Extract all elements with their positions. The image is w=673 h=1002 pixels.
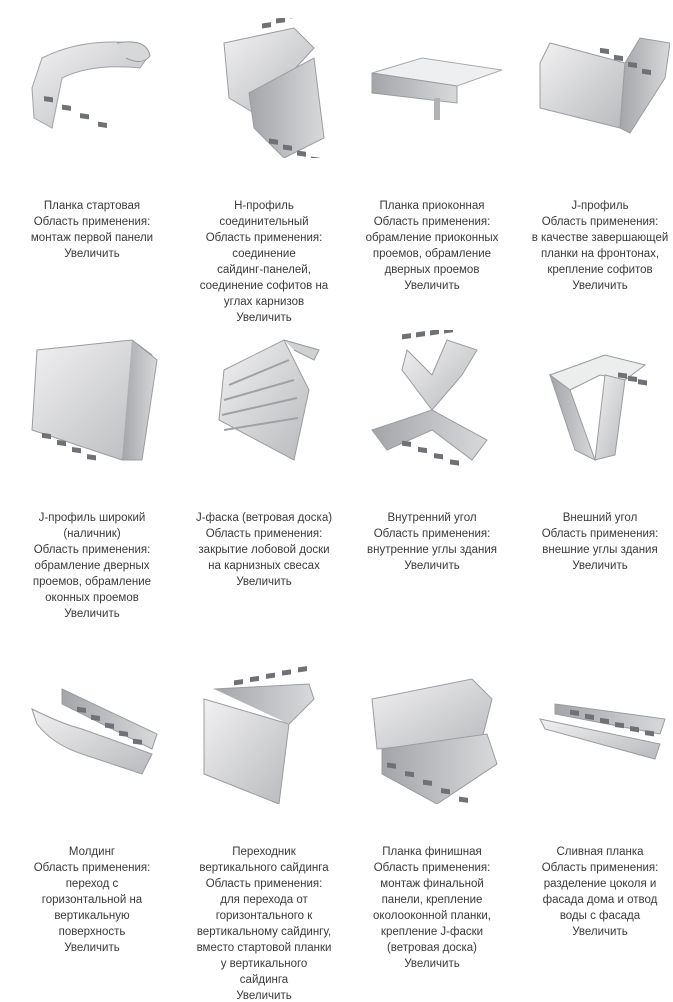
product-description (348, 844, 516, 972)
outer-corner-icon[interactable] (530, 330, 670, 470)
enlarge-link[interactable]: Увеличить (404, 958, 460, 970)
product-text-line: монтаж финальной (380, 878, 484, 890)
drip-strip-icon[interactable] (530, 664, 670, 804)
product-card (180, 18, 348, 326)
product-text-line: Область применения: (33, 544, 151, 556)
product-text-line: крепление J-фаски (380, 926, 484, 938)
product-text-line: вместо стартовой планки (196, 942, 332, 954)
vertical-adapter-icon[interactable] (194, 664, 334, 804)
product-text-line: разделение цоколя и (543, 878, 657, 890)
product-text-line: проемов, обрамление (32, 576, 152, 588)
j-profile-icon[interactable] (530, 18, 670, 158)
product-text-line: соединение (232, 248, 296, 260)
product-title: Н-профиль (234, 200, 294, 212)
product-text-line: панели, крепление (381, 894, 483, 906)
product-text-line: вертикальную (54, 910, 130, 922)
enlarge-link[interactable]: Увеличить (404, 560, 460, 572)
product-text-line: углах карнизов (223, 296, 305, 308)
product-description (516, 510, 673, 574)
enlarge-link[interactable]: Увеличить (236, 990, 292, 1002)
product-text-line: вертикальному сайдингу, (196, 926, 332, 938)
product-description (8, 510, 176, 622)
product-card (180, 330, 348, 590)
starter-strip-icon[interactable] (22, 18, 162, 158)
product-card (516, 330, 673, 574)
product-title: Переходник (232, 846, 296, 858)
product-text-line: фасада дома и отвод (542, 894, 658, 906)
window-strip-icon[interactable] (362, 18, 502, 158)
h-profile-icon[interactable] (194, 18, 334, 158)
product-title: J-профиль широкий (38, 512, 146, 524)
enlarge-link[interactable]: Увеличить (572, 280, 628, 292)
product-text-line: (ветровая доска) (386, 942, 478, 954)
product-text-line: у вертикального (220, 958, 308, 970)
product-text-line: околооконной планки, (373, 910, 491, 922)
product-text-line: проемов, обрамление (372, 248, 492, 260)
product-card (348, 330, 516, 574)
enlarge-link[interactable]: Увеличить (572, 926, 628, 938)
product-text-line: сайдинга (239, 974, 289, 986)
enlarge-link[interactable]: Увеличить (236, 312, 292, 324)
product-title: Внешний угол (562, 512, 638, 524)
product-card (516, 18, 673, 294)
product-text-line: Область применения: (373, 528, 491, 540)
product-text-line: оконных проемов (45, 592, 139, 604)
product-text-line: вертикального сайдинга (199, 862, 329, 874)
product-card (180, 664, 348, 1002)
product-card (348, 664, 516, 972)
product-text-line: Область применения: (373, 862, 491, 874)
product-card (348, 18, 516, 294)
product-description (180, 198, 348, 326)
product-text-line: Область применения: (33, 862, 151, 874)
product-text-line: соединение софитов на (199, 280, 329, 292)
product-text-line: Область применения: (205, 232, 323, 244)
product-card (8, 664, 176, 956)
product-title: Планка стартовая (43, 200, 141, 212)
product-text-line: воды с фасада (559, 910, 641, 922)
product-text-line: Область применения: (205, 528, 323, 540)
product-title: Планка финишная (382, 846, 482, 858)
product-text-line: Область применения: (541, 216, 659, 228)
product-card (8, 330, 176, 622)
product-card (516, 664, 673, 940)
product-text-line: внутренние углы здания (367, 544, 497, 556)
product-text-line: переход с (65, 878, 119, 890)
product-text-line: обрамление дверных (34, 560, 150, 572)
inner-corner-icon[interactable] (362, 330, 502, 470)
product-text-line: Область применения: (541, 528, 659, 540)
product-description (348, 510, 516, 574)
product-text-line: дверных проемов (384, 264, 480, 276)
product-text-line: горизонтальной на (41, 894, 143, 906)
enlarge-link[interactable]: Увеличить (236, 576, 292, 588)
wide-j-profile-icon[interactable] (22, 330, 162, 470)
product-description (8, 198, 176, 262)
product-text-line: обрамление приоконных (365, 232, 499, 244)
product-text-line: сайдинг-панелей, (217, 264, 311, 276)
product-text-line: горизонтального к (215, 910, 313, 922)
enlarge-link[interactable]: Увеличить (404, 280, 460, 292)
product-description (8, 844, 176, 956)
enlarge-link[interactable]: Увеличить (64, 942, 120, 954)
product-title: J-фаска (ветровая доска) (195, 512, 333, 524)
product-description (180, 510, 348, 590)
product-description (516, 844, 673, 940)
product-text-line: Область применения: (205, 878, 323, 890)
product-text-line: Область применения: (33, 216, 151, 228)
product-text-line: в качестве завершающей (531, 232, 669, 244)
product-card (8, 18, 176, 262)
product-title: J-профиль (571, 200, 629, 212)
product-title: Сливная планка (556, 846, 644, 858)
finish-strip-icon[interactable] (362, 664, 502, 804)
product-text-line: планки на фронтонах, (540, 248, 660, 260)
product-text-line: соединительный (219, 216, 309, 228)
product-text-line: на карнизных свесах (208, 560, 320, 572)
enlarge-link[interactable]: Увеличить (572, 560, 628, 572)
product-text-line: Область применения: (541, 862, 659, 874)
product-description (348, 198, 516, 294)
product-description (180, 844, 348, 1002)
enlarge-link[interactable]: Увеличить (64, 248, 120, 260)
product-title: Внутренний угол (387, 512, 477, 524)
product-text-line: крепление софитов (547, 264, 653, 276)
product-title: Молдинг (68, 846, 116, 858)
product-text-line: внешние углы здания (542, 544, 658, 556)
product-description (516, 198, 673, 294)
j-chamfer-icon[interactable] (194, 330, 334, 470)
product-text-line: для перехода от (220, 894, 308, 906)
product-text-line: монтаж первой панели (30, 232, 154, 244)
product-title: Планка приоконная (379, 200, 485, 212)
enlarge-link[interactable]: Увеличить (64, 608, 120, 620)
product-text-line: закрытие лобовой доски (198, 544, 330, 556)
product-text-line: (наличник) (63, 528, 121, 540)
product-text-line: Область применения: (373, 216, 491, 228)
product-text-line: поверхность (58, 926, 126, 938)
molding-icon[interactable] (22, 664, 162, 804)
